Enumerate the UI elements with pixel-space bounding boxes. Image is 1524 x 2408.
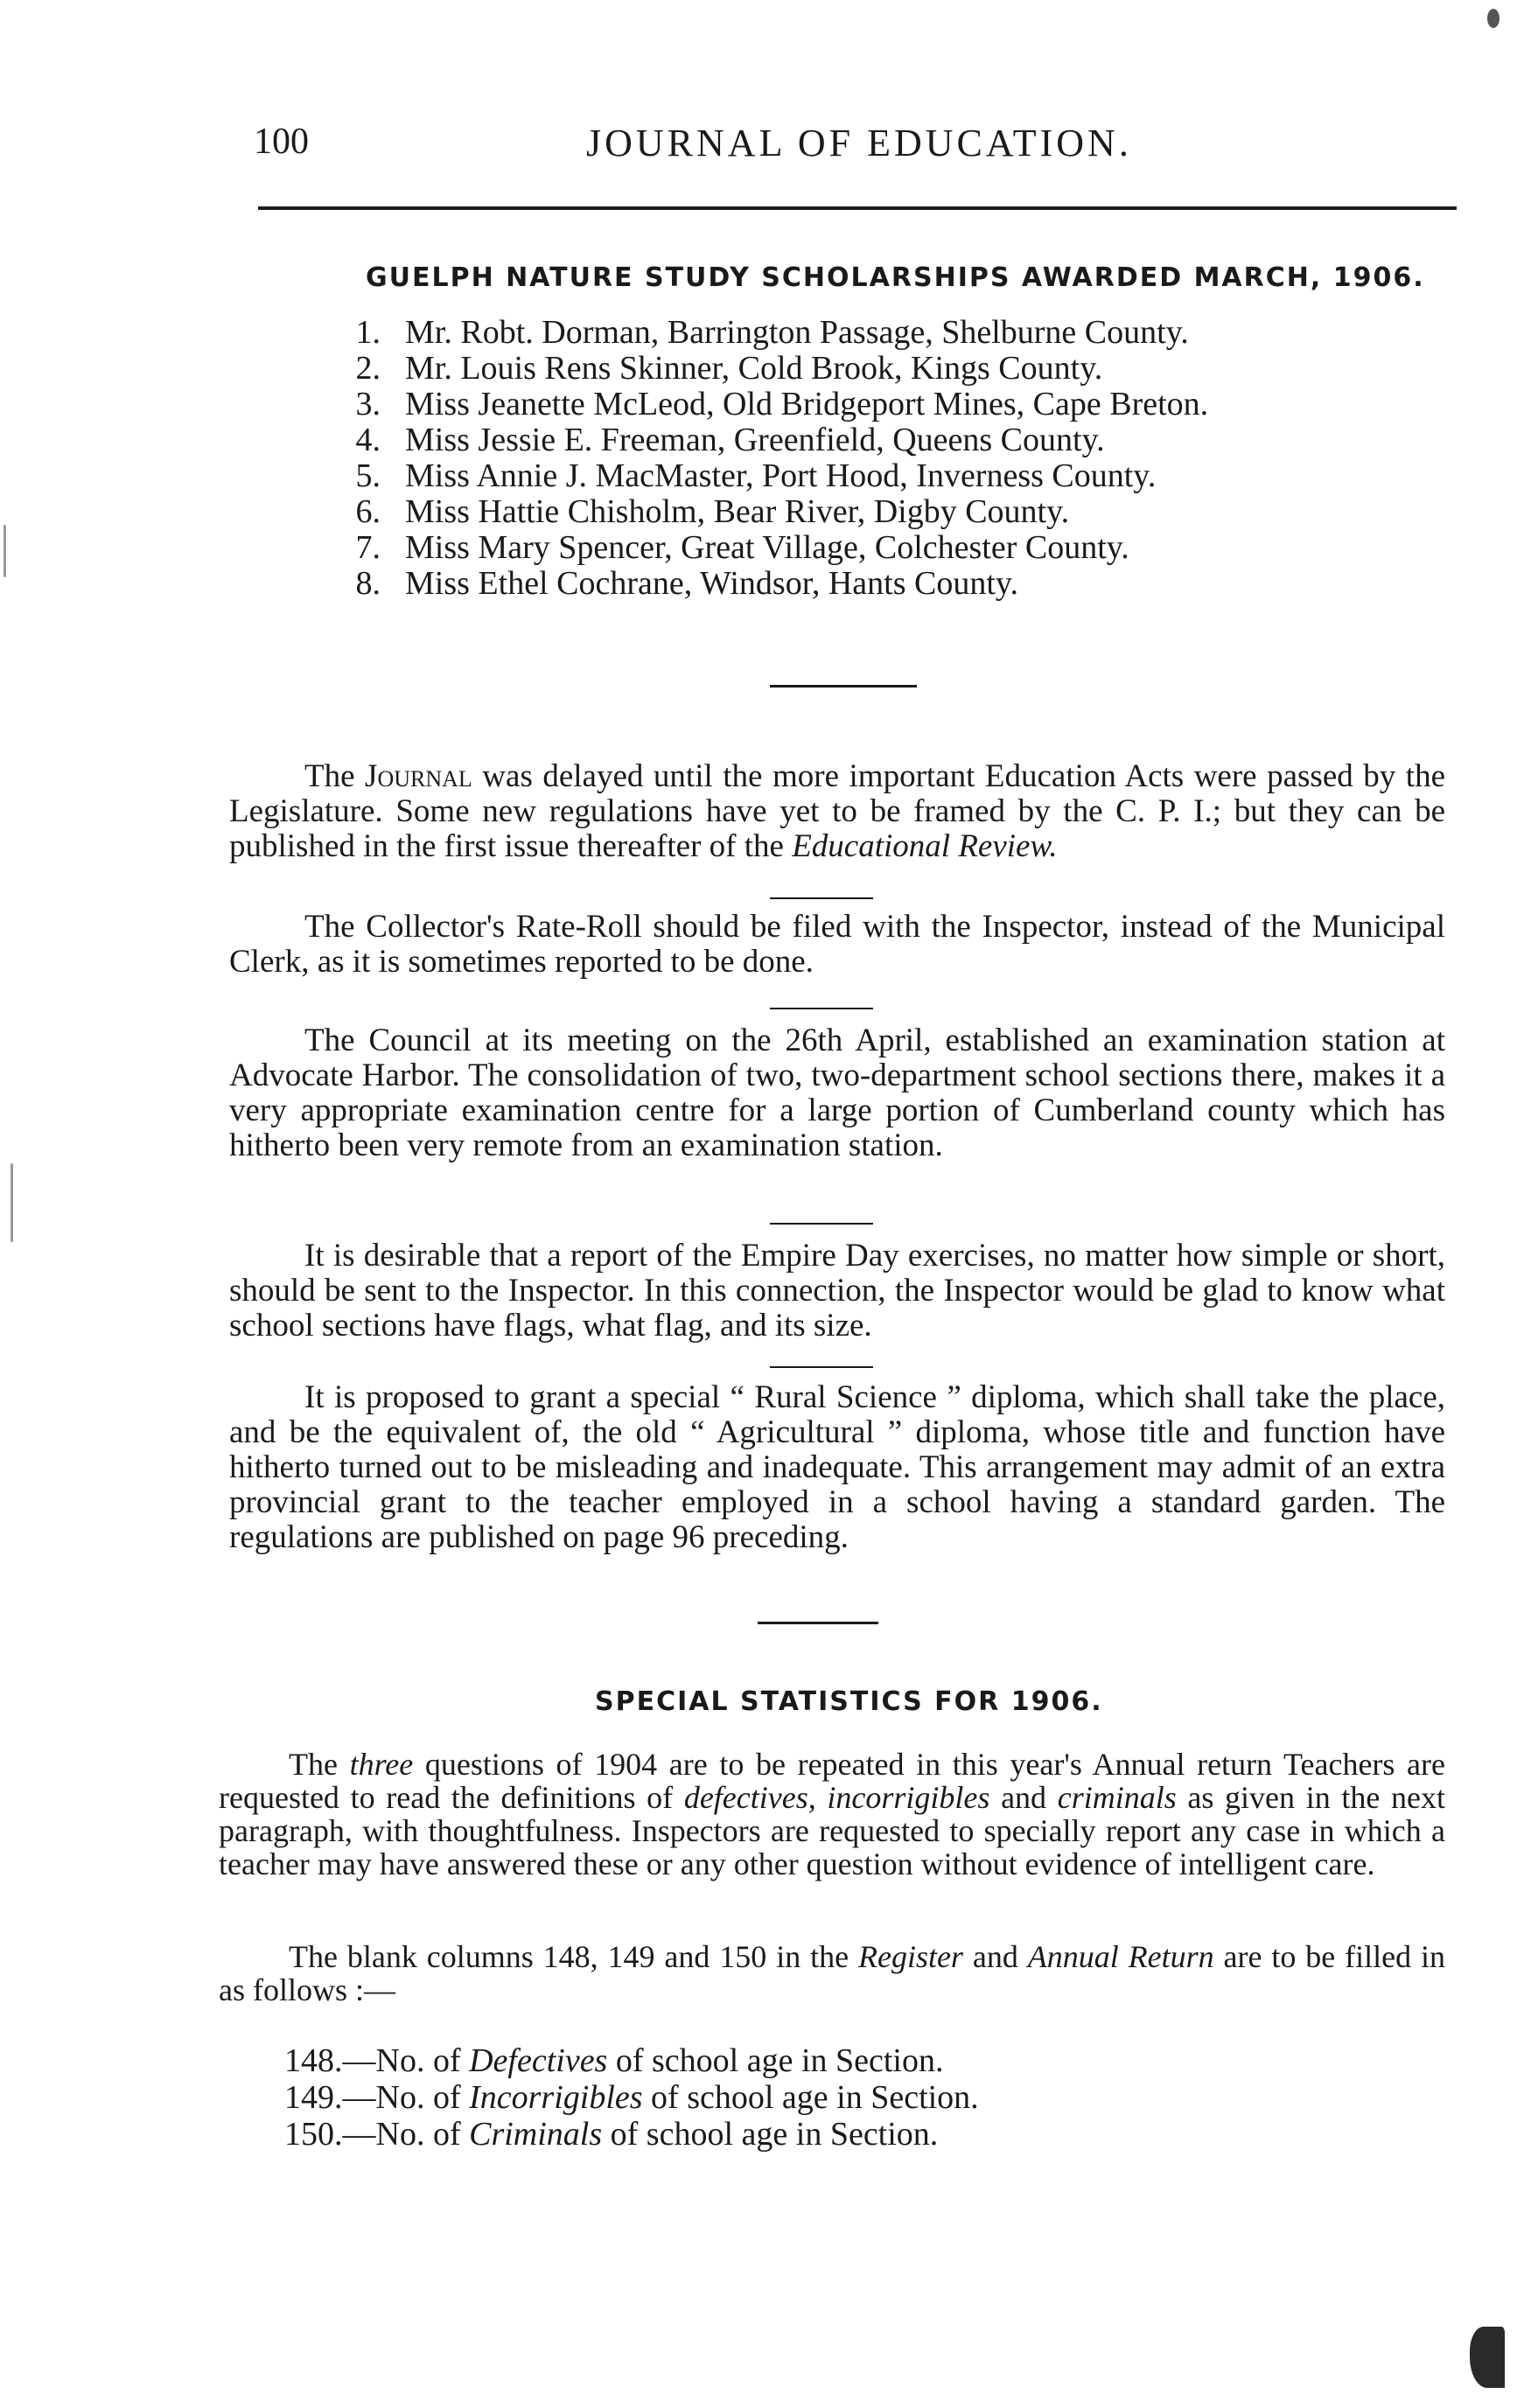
- scan-edge-mark: [3, 525, 6, 577]
- scholarships-heading: GUELPH NATURE STUDY SCHOLARSHIPS AWARDED MARCH, 1906.: [366, 262, 1425, 293]
- page-header: [254, 121, 1391, 182]
- list-item: 7. Miss Mary Spencer, Great Village, Colchester County.: [355, 529, 1129, 566]
- list-item: 1. Mr. Robt. Dorman, Barrington Passage, Shelburne County.: [355, 314, 1189, 351]
- list-item: 3. Miss Jeanette McLeod, Old Bridgeport Mines, Cape Breton.: [355, 386, 1209, 422]
- list-item: 6. Miss Hattie Chisholm, Bear River, Digby County.: [355, 493, 1070, 530]
- scan-smudge: [1470, 2327, 1505, 2388]
- notice-rural-science: It is proposed to grant a special “ Rural Science ” diploma, which shall take the place, and be the equivalent of, the old “ Agricultural ” diploma, whose title and function have hitherto turned out to be misleading and inadequate. This arrangement may admit of an extra provincial grant to the teacher employed in a school having a standard garden. The regulations are published on page 96 preceding.: [229, 1379, 1445, 1555]
- statistics-intro: The three questions of 1904 are to be repeated in this year's Annual return Teachers are requested to read the definitions of defectives, incorrigibles and criminals as given in the next paragraph, with thoughtfulness. Inspectors are requested to specially report any case in which a teacher may have answered these or any other question without evidence of intelligent care.: [219, 1747, 1445, 1881]
- journal-title: JOURNAL OF EDUCATION.: [586, 122, 1132, 164]
- list-item: 150.—No. of Criminals of school age in Section.: [284, 2116, 939, 2153]
- statistics-list: [284, 2042, 1159, 2153]
- list-item: 5. Miss Annie J. MacMaster, Port Hood, Inverness County.: [355, 457, 1157, 494]
- scan-edge-mark: [10, 1163, 13, 1242]
- list-item: 149.—No. of Incorrigibles of school age in Section.: [284, 2079, 979, 2116]
- list-item: 2. Mr. Louis Rens Skinner, Cold Brook, Kings County.: [355, 350, 1103, 387]
- header-rule: [258, 206, 1457, 210]
- paragraph-divider: [770, 1223, 873, 1225]
- notice-journal-delay: The Journal was delayed until the more important Education Acts were passed by the Legislature. Some new regulations have yet to be framed by the C. P. I.; but they can be published in the first issue thereafter of the Educational Review.: [229, 758, 1445, 864]
- list-item: 8. Miss Ethel Cochrane, Windsor, Hants County.: [355, 565, 1018, 602]
- statistics-columns: The blank columns 148, 149 and 150 in the Register and Annual Return are to be filled in as follows :—: [219, 1939, 1445, 2007]
- section-divider: [758, 1622, 878, 1624]
- scholarship-list: [289, 315, 1356, 602]
- page-number: 100: [254, 122, 309, 162]
- paragraph-divider: [770, 897, 873, 899]
- section-divider: [770, 685, 917, 688]
- paragraph-divider: [770, 1366, 873, 1368]
- paragraph-divider: [770, 1008, 873, 1009]
- statistics-heading: SPECIAL STATISTICS FOR 1906.: [595, 1686, 1103, 1717]
- scan-speck: [1487, 9, 1500, 28]
- notice-rate-roll: The Collector's Rate-Roll should be filed with the Inspector, instead of the Municipal Clerk, as it is sometimes reported to be done.: [229, 909, 1445, 980]
- notice-examination-station: The Council at its meeting on the 26th April, established an examination station at Advocate Harbor. The consolidation of two, two-department school sections there, makes it a very appropriate examination centre for a large portion of Cumberland county which has hitherto been very remote from an examination station.: [229, 1023, 1445, 1163]
- notice-empire-day: It is desirable that a report of the Empire Day exercises, no matter how simple or short, should be sent to the Inspector. In this connection, the Inspector would be glad to know what school sections have flags, what flag, and its size.: [229, 1238, 1445, 1344]
- list-item: 148.—No. of Defectives of school age in Section.: [284, 2042, 944, 2079]
- list-item: 4. Miss Jessie E. Freeman, Greenfield, Queens County.: [355, 422, 1105, 458]
